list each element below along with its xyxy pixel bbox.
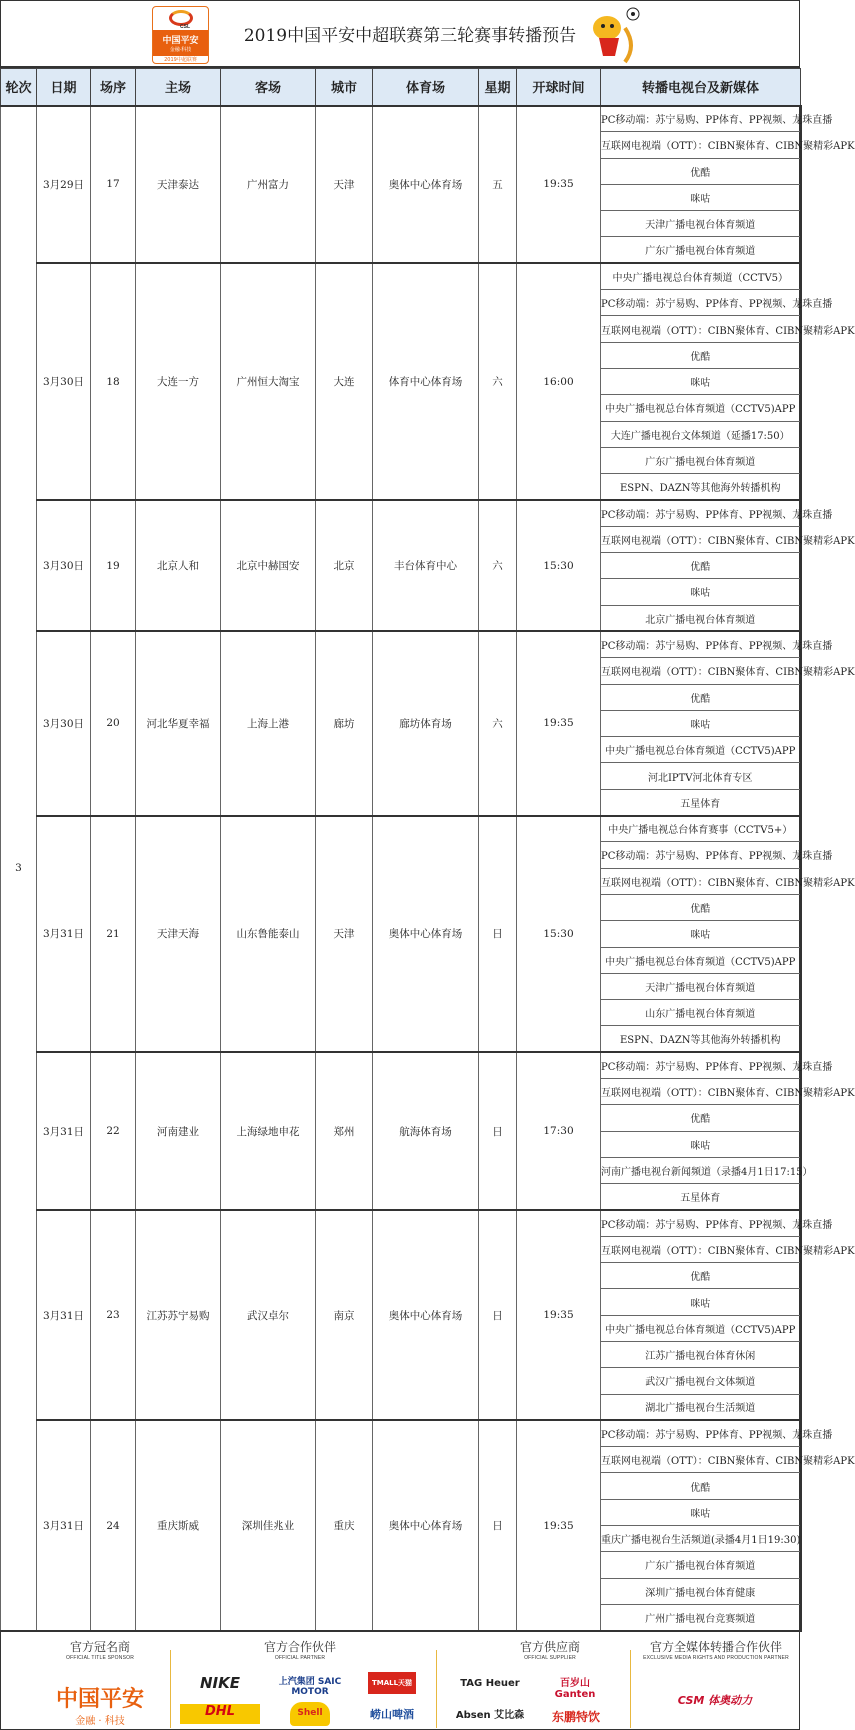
broadcast-channel: PC移动端：苏宁易购、PP体育、PP视频、龙珠直播 — [601, 290, 801, 316]
divider — [436, 1650, 437, 1728]
pingan-logo: 中国平安 — [55, 1687, 144, 1712]
match-number: 17 — [91, 106, 136, 264]
match-date: 3月31日 — [37, 1052, 91, 1210]
broadcast-channel: 江苏广播电视台体育休闲 — [601, 1341, 801, 1367]
away-team: 北京中赫国安 — [221, 500, 316, 631]
broadcast-channel: 大连广播电视台文体频道（延播17:50） — [601, 421, 801, 447]
csl-logo — [152, 6, 209, 64]
broadcast-channel: 中央广播电视总台体育频道（CCTV5)APP — [601, 737, 801, 763]
broadcast-channel: 互联网电视端（OTT）：CIBN聚体育、CIBN聚精彩APK — [601, 132, 801, 158]
broadcast-channel: 互联网电视端（OTT）：CIBN聚体育、CIBN聚精彩APK — [601, 868, 801, 894]
broadcast-channel: 河北IPTV河北体育专区 — [601, 763, 801, 789]
column-header: 星期 — [479, 69, 517, 106]
round-cell: 3 — [1, 106, 37, 1631]
logo-name: 中国平安 — [162, 36, 199, 46]
sponsor-footer — [0, 1630, 800, 1730]
home-team: 河南建业 — [136, 1052, 221, 1210]
dhl-logo: DHL — [180, 1704, 260, 1724]
city: 天津 — [316, 106, 373, 264]
table-row — [1, 1052, 801, 1078]
broadcast-channel: 广东广播电视台体育频道 — [601, 447, 801, 473]
broadcast-channel: 中央广播电视总台体育频道（CCTV5） — [601, 263, 801, 289]
broadcast-channel: 咪咕 — [601, 710, 801, 736]
broadcast-channel: 咪咕 — [601, 1289, 801, 1315]
column-header: 城市 — [316, 69, 373, 106]
broadcast-schedule-table — [0, 68, 855, 1632]
match-date: 3月30日 — [37, 263, 91, 500]
column-header: 场序 — [91, 69, 136, 106]
broadcast-channel: 优酷 — [601, 1473, 801, 1499]
kickoff-time: 16:00 — [517, 263, 601, 500]
broadcast-channel: 互联网电视端（OTT）：CIBN聚体育、CIBN聚精彩APK — [601, 526, 801, 552]
broadcast-channel: 互联网电视端（OTT）：CIBN聚体育、CIBN聚精彩APK — [601, 1236, 801, 1262]
column-header: 日期 — [37, 69, 91, 106]
away-team: 武汉卓尔 — [221, 1210, 316, 1420]
table-row — [1, 1210, 801, 1236]
broadcast-channel: 武汉广播电视台文体频道 — [601, 1368, 801, 1394]
table-row — [1, 631, 801, 657]
broadcast-channel: 广东广播电视台体育频道 — [601, 237, 801, 263]
city: 郑州 — [316, 1052, 373, 1210]
table-row — [1, 816, 801, 842]
match-number: 20 — [91, 631, 136, 815]
broadcast-channel: 深圳广播电视台体育健康 — [601, 1578, 801, 1604]
match-number: 22 — [91, 1052, 136, 1210]
weekday: 五 — [479, 106, 517, 264]
kickoff-time: 19:35 — [517, 1210, 601, 1420]
divider — [170, 1650, 171, 1728]
broadcast-channel: ESPN、DAZN等其他海外转播机构 — [601, 474, 801, 500]
match-date: 3月31日 — [37, 816, 91, 1053]
broadcast-channel: 优酷 — [601, 1263, 801, 1289]
broadcast-channel: 咪咕 — [601, 368, 801, 394]
stadium: 航海体育场 — [373, 1052, 479, 1210]
dongpeng-logo: 东鹏特饮 — [551, 1710, 600, 1724]
logo-band — [153, 30, 208, 56]
broadcast-channel: 优酷 — [601, 684, 801, 710]
stadium: 廊坊体育场 — [373, 631, 479, 815]
table-row — [1, 106, 801, 132]
away-team: 广州恒大淘宝 — [221, 263, 316, 500]
shell-logo: Shell — [290, 1702, 330, 1726]
title-sponsor-section — [40, 1638, 160, 1661]
broadcast-channel: 山东广播电视台体育频道 — [601, 1000, 801, 1026]
broadcast-channel: 广东广播电视台体育频道 — [601, 1552, 801, 1578]
broadcast-channel: 优酷 — [601, 158, 801, 184]
broadcast-channel: 优酷 — [601, 1105, 801, 1131]
broadcast-channel: 中央广播电视总台体育频道（CCTV5)APP — [601, 395, 801, 421]
supplier-label: 官方供应商 — [519, 1640, 580, 1654]
stadium: 奥体中心体育场 — [373, 816, 479, 1053]
ganten-logo: 百岁山 Ganten — [554, 1678, 596, 1700]
broadcast-channel: 优酷 — [601, 342, 801, 368]
column-header: 轮次 — [1, 69, 37, 106]
broadcast-channel: 天津广播电视台体育频道 — [601, 973, 801, 999]
weekday: 六 — [479, 500, 517, 631]
city: 北京 — [316, 500, 373, 631]
title-sponsor-label: 官方冠名商 — [69, 1640, 130, 1654]
kickoff-time: 19:35 — [517, 631, 601, 815]
absen-logo: Absen 艾比森 — [455, 1710, 525, 1721]
match-date: 3月30日 — [37, 500, 91, 631]
away-team: 山东鲁能泰山 — [221, 816, 316, 1053]
city: 廊坊 — [316, 631, 373, 815]
match-number: 19 — [91, 500, 136, 631]
home-team: 大连一方 — [136, 263, 221, 500]
kickoff-time: 19:35 — [517, 106, 601, 264]
broadcast-channel: PC移动端：苏宁易购、PP体育、PP视频、龙珠直播 — [601, 1052, 801, 1078]
stadium: 丰台体育中心 — [373, 500, 479, 631]
broadcast-channel: 优酷 — [601, 894, 801, 920]
pingan-tagline: 金融 · 科技 — [75, 1716, 125, 1727]
broadcast-channel: PC移动端：苏宁易购、PP体育、PP视频、龙珠直播 — [601, 631, 801, 657]
column-header: 体育场 — [373, 69, 479, 106]
broadcast-channel: 湖北广播电视台生活频道 — [601, 1394, 801, 1420]
match-date: 3月30日 — [37, 631, 91, 815]
broadcast-channel: 咪咕 — [601, 921, 801, 947]
weekday: 六 — [479, 631, 517, 815]
home-team: 北京人和 — [136, 500, 221, 631]
logo-csl-text: CSL — [180, 24, 190, 30]
broadcast-channel: PC移动端：苏宁易购、PP体育、PP视频、龙珠直播 — [601, 106, 801, 132]
broadcast-channel: PC移动端：苏宁易购、PP体育、PP视频、龙珠直播 — [601, 500, 801, 526]
kickoff-time: 19:35 — [517, 1420, 601, 1630]
match-date: 3月29日 — [37, 106, 91, 264]
column-header: 转播电视台及新媒体 — [601, 69, 801, 106]
kickoff-time: 17:30 — [517, 1052, 601, 1210]
table-row — [1, 500, 801, 526]
broadcast-channel: 咪咕 — [601, 1499, 801, 1525]
broadcast-channel: 互联网电视端（OTT）：CIBN聚体育、CIBN聚精彩APK — [601, 316, 801, 342]
away-team: 上海上港 — [221, 631, 316, 815]
weekday: 日 — [479, 1052, 517, 1210]
broadcast-channel: 咪咕 — [601, 1131, 801, 1157]
kickoff-time: 15:30 — [517, 816, 601, 1053]
city: 重庆 — [316, 1420, 373, 1630]
broadcast-channel: 咪咕 — [601, 184, 801, 210]
broadcast-channel: 优酷 — [601, 553, 801, 579]
broadcast-channel: 互联网电视端（OTT）：CIBN聚体育、CIBN聚精彩APK — [601, 1078, 801, 1104]
page-title: 2019中国平安中超联赛第三轮赛事转播预告 — [243, 25, 577, 46]
stadium: 奥体中心体育场 — [373, 1420, 479, 1630]
supplier-sub: OFFICIAL SUPPLIER — [524, 1655, 576, 1661]
media-partner-label: 官方全媒体转播合作伙伴 — [649, 1640, 782, 1654]
city: 大连 — [316, 263, 373, 500]
match-number: 24 — [91, 1420, 136, 1630]
divider — [630, 1650, 631, 1728]
broadcast-channel: PC移动端：苏宁易购、PP体育、PP视频、龙珠直播 — [601, 1420, 801, 1446]
broadcast-channel: 五星体育 — [601, 789, 801, 815]
home-team: 河北华夏幸福 — [136, 631, 221, 815]
mascot-icon — [585, 6, 645, 64]
broadcast-channel: 中央广播电视总台体育频道（CCTV5)APP — [601, 1315, 801, 1341]
saic-logo: 上汽集团 SAIC MOTOR — [278, 1677, 342, 1697]
logo-tag: 金融·科技 — [169, 47, 192, 53]
kickoff-time: 15:30 — [517, 500, 601, 631]
column-header: 客场 — [221, 69, 316, 106]
broadcast-channel: 北京广播电视台体育频道 — [601, 605, 801, 631]
stadium: 奥体中心体育场 — [373, 106, 479, 264]
weekday: 日 — [479, 1420, 517, 1630]
broadcast-channel: 咪咕 — [601, 579, 801, 605]
weekday: 日 — [479, 816, 517, 1053]
home-team: 重庆斯威 — [136, 1420, 221, 1630]
broadcast-channel: 重庆广播电视台生活频道(录播4月1日19:30) — [601, 1526, 801, 1552]
broadcast-channel: PC移动端：苏宁易购、PP体育、PP视频、龙珠直播 — [601, 842, 801, 868]
weekday: 六 — [479, 263, 517, 500]
partner-section — [230, 1638, 370, 1661]
broadcast-channel: 五星体育 — [601, 1184, 801, 1210]
table-header-row — [1, 69, 801, 106]
laoshan-logo: 崂山啤酒 — [370, 1708, 414, 1721]
title-bar — [0, 0, 800, 68]
table-row — [1, 1420, 801, 1446]
match-date: 3月31日 — [37, 1420, 91, 1630]
city: 天津 — [316, 816, 373, 1053]
csm-logo: CSM 体奥动力 — [677, 1694, 753, 1707]
partner-sub: OFFICIAL PARTNER — [274, 1655, 326, 1661]
table-row — [1, 263, 801, 289]
logo-year: 2019中超联赛 — [164, 57, 197, 63]
match-number: 18 — [91, 263, 136, 500]
media-partner-sub: EXCLUSIVE MEDIA RIGHTS AND PRODUCTION PARTNER — [643, 1655, 789, 1661]
match-date: 3月31日 — [37, 1210, 91, 1420]
away-team: 上海绿地申花 — [221, 1052, 316, 1210]
away-team: 深圳佳兆业 — [221, 1420, 316, 1630]
match-number: 21 — [91, 816, 136, 1053]
nike-logo: NIKE — [199, 1674, 240, 1692]
tagheuer-logo: TAG Heuer — [460, 1678, 520, 1689]
partner-label: 官方合作伙伴 — [263, 1640, 336, 1654]
broadcast-channel: 互联网电视端（OTT）：CIBN聚体育、CIBN聚精彩APK — [601, 1447, 801, 1473]
column-header: 主场 — [136, 69, 221, 106]
home-team: 江苏苏宁易购 — [136, 1210, 221, 1420]
column-header: 开球时间 — [517, 69, 601, 106]
broadcast-channel: 互联网电视端（OTT）：CIBN聚体育、CIBN聚精彩APK — [601, 658, 801, 684]
tmall-logo: TMALL天猫 — [368, 1672, 416, 1694]
title-sponsor-sub: OFFICIAL TITLE SPONSOR — [65, 1655, 135, 1661]
stadium: 奥体中心体育场 — [373, 1210, 479, 1420]
broadcast-channel: 中央广播电视总台体育赛事（CCTV5+） — [601, 816, 801, 842]
broadcast-channel: 天津广播电视台体育频道 — [601, 211, 801, 237]
home-team: 天津天海 — [136, 816, 221, 1053]
away-team: 广州富力 — [221, 106, 316, 264]
weekday: 日 — [479, 1210, 517, 1420]
stadium: 体育中心体育场 — [373, 263, 479, 500]
home-team: 天津泰达 — [136, 106, 221, 264]
broadcast-channel: ESPN、DAZN等其他海外转播机构 — [601, 1026, 801, 1052]
broadcast-channel: 河南广播电视台新闻频道（录播4月1日17:15） — [601, 1157, 801, 1183]
broadcast-channel: PC移动端：苏宁易购、PP体育、PP视频、龙珠直播 — [601, 1210, 801, 1236]
broadcast-channel: 中央广播电视总台体育频道（CCTV5)APP — [601, 947, 801, 973]
broadcast-channel: 广州广播电视台竞赛频道 — [601, 1604, 801, 1630]
match-number: 23 — [91, 1210, 136, 1420]
media-partner-section — [632, 1638, 800, 1661]
city: 南京 — [316, 1210, 373, 1420]
supplier-section — [490, 1638, 610, 1661]
